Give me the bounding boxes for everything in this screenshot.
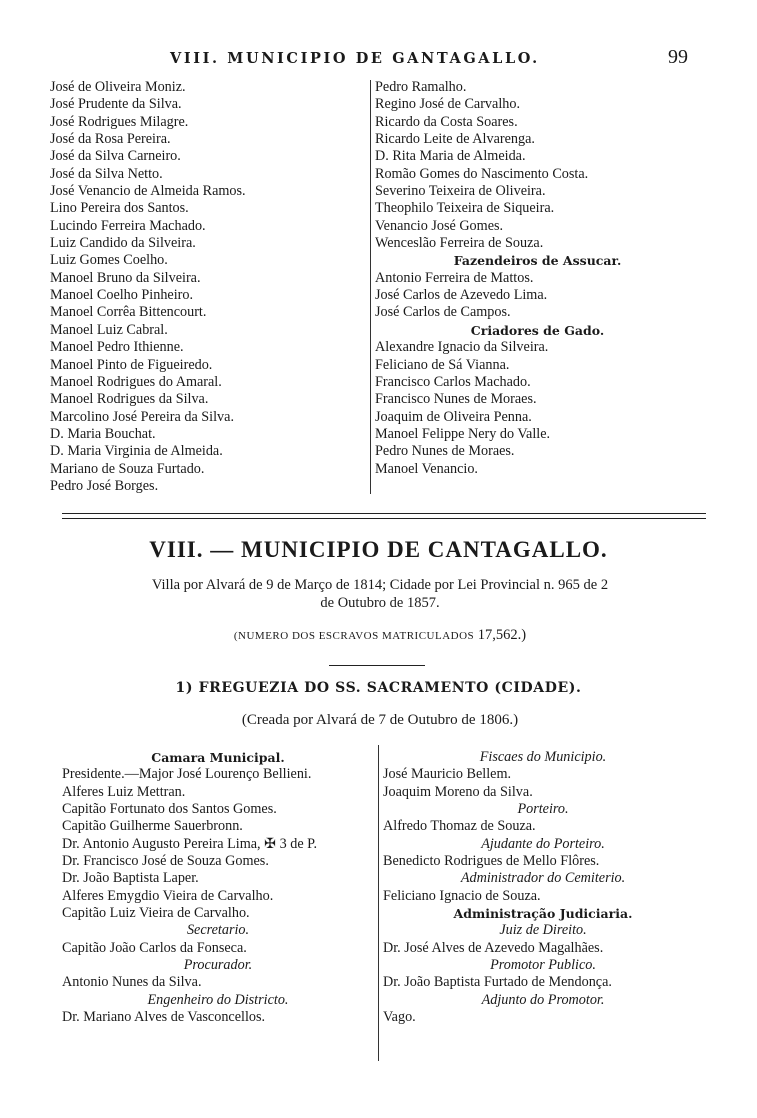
list-item: Dr. Mariano Alves de Vasconcellos.: [62, 1009, 266, 1026]
list-item: Feliciano de Sá Vianna.: [375, 356, 510, 373]
slaves-count: 17,562.): [477, 627, 527, 643]
section-title: VIII. — MUNICIPIO DE CANTAGALLO.: [149, 537, 608, 562]
list-item: José da Rosa Pereira.: [50, 131, 171, 148]
column-divider-lower: [378, 745, 379, 1061]
list-item: José Mauricio Bellem.: [383, 766, 512, 783]
role-heading: Engenheiro do Districto.: [147, 991, 289, 1008]
running-title: VIII. MUNICIPIO DE GANTAGALLO.: [170, 50, 540, 67]
role-heading: Porteiro.: [517, 801, 569, 818]
list-item: Manoel Pinto de Figueiredo.: [50, 356, 213, 373]
list-item: Antonio Nunes da Silva.: [62, 974, 202, 991]
slaves-label: (NUMERO DOS ESCRAVOS MATRICULADOS: [233, 630, 475, 642]
double-rule-bottom: [62, 518, 706, 519]
section-heading: Criadores de Gado.: [470, 322, 605, 338]
list-item: Joaquim Moreno da Silva.: [383, 783, 533, 800]
list-item: José Venancio de Almeida Ramos.: [50, 183, 246, 200]
list-item: Manoel Pedro Ithienne.: [50, 339, 184, 356]
list-item: Wenceslão Ferreira de Souza.: [375, 235, 544, 252]
slaves-count-line: [40, 627, 720, 644]
page-number: 99: [668, 46, 688, 68]
list-item: Alferes Emygdio Vieira de Carvalho.: [62, 887, 274, 904]
list-item: Capitão Luiz Vieira de Carvalho.: [62, 905, 250, 922]
list-item: Capitão João Carlos da Fonseca.: [62, 939, 247, 956]
list-item: Presidente.—Major José Lourenço Bellieni.: [62, 766, 312, 783]
list-item: José Prudente da Silva.: [50, 96, 182, 113]
role-heading: Fiscaes do Municipio.: [479, 749, 607, 765]
list-item: D. Rita Maria de Almeida.: [375, 148, 526, 165]
list-item: Manoel Luiz Cabral.: [50, 321, 168, 338]
list-item: Marcolino José Pereira da Silva.: [50, 408, 234, 425]
list-item: Manoel Venancio.: [375, 460, 478, 477]
list-item: D. Maria Bouchat.: [50, 425, 156, 442]
list-item: Capitão Guilherme Sauerbronn.: [62, 818, 243, 835]
list-item: Regino José de Carvalho.: [375, 96, 520, 113]
top-left-column: [50, 79, 365, 495]
list-item: Manoel Rodrigues do Amaral.: [50, 373, 222, 390]
list-item: Francisco Carlos Machado.: [375, 373, 531, 390]
top-right-column: [375, 79, 700, 478]
role-heading: Promotor Publico.: [490, 957, 596, 974]
list-item: Romão Gomes do Nascimento Costa.: [375, 165, 589, 182]
bottom-left-column: [62, 749, 374, 1027]
list-item: Luiz Candido da Silveira.: [50, 235, 196, 252]
list-item: Dr. João Baptista Furtado de Mendonça.: [383, 974, 612, 991]
list-item: Alexandre Ignacio da Silveira.: [375, 339, 549, 356]
role-heading: Administrador do Cemiterio.: [460, 870, 626, 887]
list-item: Capitão Fortunato dos Santos Gomes.: [62, 801, 277, 818]
list-item: José da Silva Carneiro.: [50, 148, 181, 165]
list-item: José da Silva Netto.: [50, 165, 163, 182]
list-item: Francisco Nunes de Moraes.: [375, 391, 537, 408]
role-heading: Juiz de Direito.: [499, 922, 587, 939]
list-item: Alfredo Thomaz de Souza.: [383, 818, 536, 835]
list-item: José de Oliveira Moniz.: [50, 79, 186, 95]
founding-line-2: de Outubro de 1857.: [320, 595, 440, 611]
role-heading: Procurador.: [183, 957, 253, 974]
list-item: Pedro José Borges.: [50, 477, 159, 494]
list-item: Theophilo Teixeira de Siqueira.: [375, 200, 555, 217]
section-heading: Administração Judiciaria.: [453, 906, 633, 922]
parish-created: (Creada por Alvará de 7 de Outubro de 1806.): [241, 712, 519, 728]
role-heading: Adjunto do Promotor.: [481, 991, 605, 1008]
list-item: Ricardo da Costa Soares.: [375, 113, 518, 130]
role-heading: Secretario.: [186, 922, 250, 939]
list-item: Venancio José Gomes.: [375, 217, 504, 234]
list-item: Alferes Luiz Mettran.: [62, 783, 186, 800]
list-item: Pedro Ramalho.: [375, 79, 467, 95]
list-item: Mariano de Souza Furtado.: [50, 460, 205, 477]
founding-line-1: Villa por Alvará de 9 de Março de 1814; Cidade por Lei Provincial n. 965 de 2: [151, 577, 609, 593]
short-rule: [329, 665, 425, 666]
parish-title: 1) FREGUEZIA DO SS. SACRAMENTO (CIDADE).: [175, 680, 582, 696]
column-divider: [370, 80, 371, 494]
list-item: Joaquim de Oliveira Penna.: [375, 408, 532, 425]
list-item: Luiz Gomes Coelho.: [50, 252, 168, 269]
list-item: D. Maria Virginia de Almeida.: [50, 443, 223, 460]
list-item: Severino Teixeira de Oliveira.: [375, 183, 546, 200]
list-item: Dr. Francisco José de Souza Gomes.: [62, 853, 269, 870]
list-item: Pedro Nunes de Moraes.: [375, 443, 515, 460]
list-item: Manoel Felippe Nery do Valle.: [375, 425, 551, 442]
list-item: Dr. Antonio Augusto Pereira Lima, ✠ 3 de P.: [62, 835, 318, 852]
list-item: Ricardo Leite de Alvarenga.: [375, 131, 535, 148]
list-item: Dr. João Baptista Laper.: [62, 870, 199, 887]
list-item: Manoel Corrêa Bittencourt.: [50, 304, 207, 321]
list-item: Manoel Coelho Pinheiro.: [50, 287, 194, 304]
section-heading: Camara Municipal.: [151, 750, 285, 765]
list-item: Vago.: [383, 1009, 416, 1026]
list-item: Feliciano Ignacio de Souza.: [383, 887, 541, 904]
list-item: José Carlos de Campos.: [375, 304, 511, 321]
section-heading: Fazendeiros de Assucar.: [453, 253, 622, 269]
list-item: José Carlos de Azevedo Lima.: [375, 287, 548, 304]
bottom-right-column: [383, 749, 703, 1027]
list-item: Benedicto Rodrigues de Mello Flôres.: [383, 853, 600, 870]
list-item: José Rodrigues Milagre.: [50, 113, 189, 130]
list-item: Lino Pereira dos Santos.: [50, 200, 189, 217]
list-item: Lucindo Ferreira Machado.: [50, 217, 206, 234]
list-item: Antonio Ferreira de Mattos.: [375, 269, 534, 286]
list-item: Manoel Rodrigues da Silva.: [50, 391, 209, 408]
role-heading: Ajudante do Porteiro.: [481, 835, 605, 852]
double-rule-top: [62, 513, 706, 514]
list-item: Manoel Bruno da Silveira.: [50, 269, 201, 286]
list-item: Dr. José Alves de Azevedo Magalhães.: [383, 939, 604, 956]
